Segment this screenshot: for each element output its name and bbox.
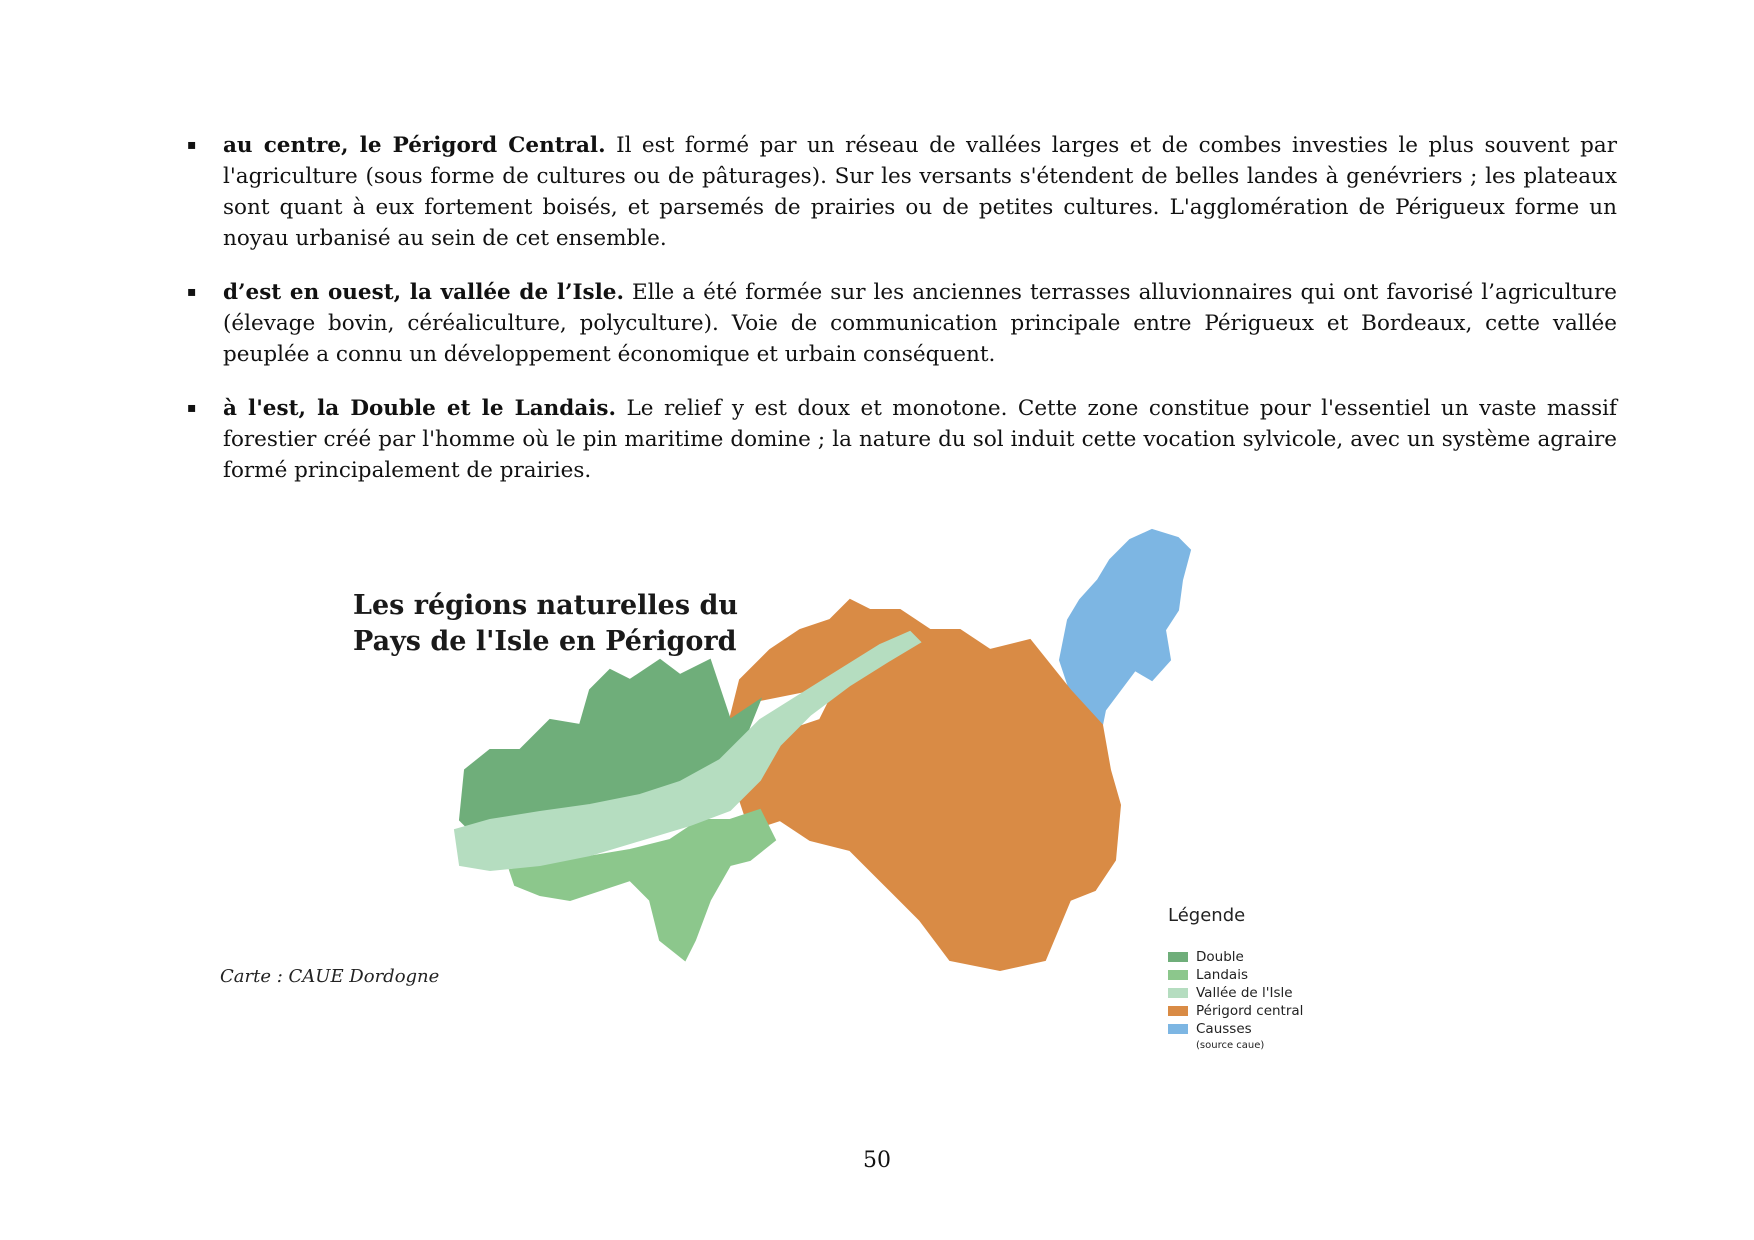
legend-swatch: [1168, 970, 1188, 980]
legend-item-double: [1168, 948, 1348, 966]
map-title-line2: Pays de l'Isle en Périgord: [353, 626, 737, 657]
bullet-vallee-isle: [185, 277, 1617, 370]
bullet-list: [185, 130, 1617, 509]
bullet-lead: d’est en ouest, la vallée de l’Isle.: [223, 280, 624, 305]
legend-swatch: [1168, 988, 1188, 998]
bullet-marker: ▪: [187, 284, 197, 300]
map-title-line1: Les régions naturelles du: [353, 590, 738, 621]
bullet-double-landais: [185, 393, 1617, 486]
legend-item-perigord-central: [1168, 1002, 1348, 1020]
legend-label: Double: [1196, 949, 1244, 965]
map-title: [353, 588, 738, 660]
region-causses: [1060, 530, 1190, 725]
legend-swatch: [1168, 1024, 1188, 1034]
legend-title: Légende: [1168, 905, 1246, 926]
legend-note: (source caue): [1196, 1040, 1265, 1051]
legend-swatch: [1168, 952, 1188, 962]
legend-item-landais: [1168, 966, 1348, 984]
legend-label: Causses: [1196, 1021, 1252, 1037]
map-legend: [1168, 905, 1348, 1051]
legend-item-vallee-isle: [1168, 984, 1348, 1002]
bullet-lead: à l'est, la Double et le Landais.: [223, 396, 617, 421]
bullet-perigord-central: [185, 130, 1617, 254]
bullet-text: Elle a été formée sur les anciennes terrasses alluvionnaires qui ont favorisé l’agriculture (élevage bovin, céréaliculture, polyculture). Voie de communication principale entre Périgueux et Bordeaux, cette vallée peuplée a connu un développement économique et urbain conséquent.: [223, 280, 1617, 367]
map-credit: Carte : CAUE Dordogne: [220, 966, 440, 987]
legend-swatch: [1168, 1006, 1188, 1016]
legend-item-causses: [1168, 1020, 1348, 1038]
bullet-text: Il est formé par un réseau de vallées larges et de combes investies le plus souvent par l'agriculture (sous forme de cultures ou de pâturages). Sur les versants s'étendent de belles landes à genévriers ; les plateaux sont quant à eux fortement boisés, et parsemés de prairies ou de petites cultures. L'agglomération de Périgueux forme un noyau urbanisé au sein de cet ensemble.: [223, 133, 1617, 251]
bullet-marker: ▪: [187, 400, 197, 416]
bullet-text: Le relief y est doux et monotone. Cette zone constitue pour l'essentiel un vaste massif forestier créé par l'homme où le pin maritime domine ; la nature du sol induit cette vocation sylvicole, avec un système agraire formé principalement de prairies.: [223, 396, 1617, 483]
legend-label: Landais: [1196, 967, 1248, 983]
bullet-marker: ▪: [187, 137, 197, 153]
legend-label: Vallée de l'Isle: [1196, 985, 1293, 1001]
page-number: 50: [863, 1148, 891, 1173]
legend-label: Périgord central: [1196, 1003, 1304, 1019]
bullet-lead: au centre, le Périgord Central.: [223, 133, 606, 158]
